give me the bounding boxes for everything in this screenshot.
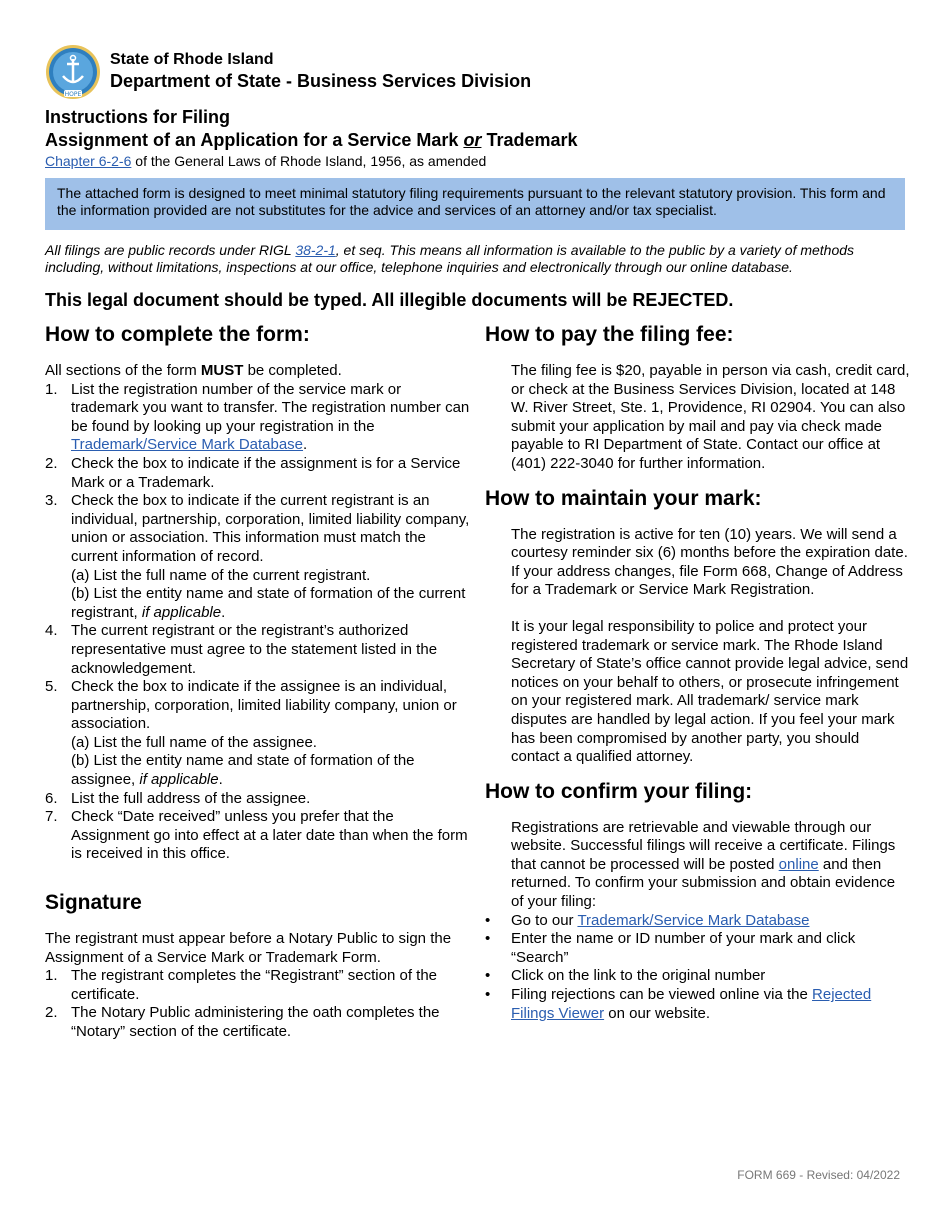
complete-steps: [45, 381, 470, 864]
fee-heading: How to pay the filing fee:: [485, 323, 734, 346]
list-item: • Go to our Trademark/Service Mark Database: [485, 911, 810, 929]
confirm-heading: How to confirm your filing:: [485, 779, 753, 803]
signature-heading: Signature: [45, 891, 142, 915]
signature-steps: [45, 967, 470, 1041]
maintain-paragraph-1: The registration is active for ten (10) years. We will send a courtesy reminder six (6) months before the expiration date. If your address changes, file Form 668, Change of Address for a Trademark or Service Mark Registration.: [511, 525, 908, 599]
svg-text:HOPE: HOPE: [64, 91, 82, 98]
state-name: State of Rhode Island: [110, 51, 274, 68]
public-records-notice: All filings are public records under RIGL 38-2-1, et seq. This means all information is available to the public by a variety of methods including, without limitations, inspections at our office, telephone inquiries and electronically through our online database.: [45, 242, 855, 275]
page-header: [45, 44, 905, 100]
disclaimer-notice: The attached form is designed to meet minimal statutory filing requirements pursuant to the relevant statutory provision. This form and the information provided are not substitutes for the advice and services of an attorney and/or tax specialist.: [45, 178, 905, 230]
department-name: Department of State - Business Services Division: [110, 71, 532, 91]
doc-title-line1: Instructions for Filing: [45, 107, 230, 127]
list-item: 2. Check the box to indicate if the assignment is for a Service Mark or a Trademark.: [45, 454, 461, 491]
list-item: 5. Check the box to indicate if the assignee is an individual, partnership, corporation, limited liability company, union or association. (a) List the full name of the assignee. (b) List the entity name and state of formation of the assignee, if applicable.: [45, 678, 457, 789]
doc-title-line2: Assignment of an Application for a Service Mark or Trademark: [45, 130, 578, 150]
left-column: [45, 322, 470, 1042]
typed-warning: This legal document should be typed. All illegible documents will be REJECTED.: [45, 290, 734, 310]
rigl-link[interactable]: 38-2-1: [295, 242, 336, 258]
list-item: 3. Check the box to indicate if the current registrant is an individual, partnership, corporation, limited liability company, union or association. This information must match the current information of record. (a) List the full name of the current registrant. (b) List the entity name and state of formation of the current registrant, if applicable.: [45, 492, 470, 621]
list-item: • Filing rejections can be viewed online via the Rejected Filings Viewer on our website.: [485, 986, 872, 1022]
list-item: 1. List the registration number of the service mark or trademark you want to transfer. The registration number can be found by looking up your registration in the Trademark/Service Mark Database.: [45, 380, 470, 454]
complete-heading: How to complete the form:: [45, 323, 310, 346]
online-link[interactable]: online: [778, 855, 819, 873]
list-item: 1. The registrant completes the “Registrant” section of the certificate.: [45, 967, 438, 1003]
form-footer: FORM 669 - Revised: 04/2022: [737, 1168, 900, 1182]
rejected-filings-viewer-link[interactable]: Rejected Filings Viewer: [511, 986, 872, 1022]
list-item: • Click on the link to the original number: [485, 967, 766, 985]
title-block: [45, 106, 905, 170]
list-item: • Enter the name or ID number of your mark and click “Search”: [485, 930, 856, 966]
chapter-reference: Chapter 6-2-6 of the General Laws of Rhode Island, 1956, as amended: [45, 153, 487, 169]
list-item: 7. Check “Date received” unless you prefer that the Assignment go into effect at a later date than when the form is received in this office.: [45, 808, 468, 863]
maintain-paragraph-2: It is your legal responsibility to police and protect your registered trademark or service mark. The Rhode Island Secretary of State’s office cannot provide legal advice, send notices on your behalf to others, or prosecute infringement on your registered mark. All trademark/ service mark disputes are handled by legal action. If you feel your mark has been compromised by another party, you should contact a qualified attorney.: [511, 617, 909, 766]
fee-text: The filing fee is $20, payable in person via cash, credit card, or check at the Business Services Division, located at 148 W. River Street, Ste. 1, Providence, RI 02904. You can also submit your application by mail and pay via check made payable to RI Department of State. Contact our office at (401) 222-3040 for further information.: [511, 362, 910, 472]
state-seal-icon: [45, 44, 101, 100]
signature-intro: The registrant must appear before a Notary Public to sign the Assignment of a Service Mark or Trademark Form.: [45, 930, 452, 966]
complete-intro: All sections of the form MUST be completed.: [45, 362, 342, 379]
confirm-paragraph: Registrations are retrievable and viewable through our website. Successful filings will receive a certificate. Filings that cannot be processed will be posted online and then returned. To confirm your submission and obtain evidence of your filing:: [511, 818, 896, 911]
list-item: 6. List the full address of the assignee.: [45, 789, 311, 807]
trademark-database-link[interactable]: Trademark/Service Mark Database: [71, 436, 304, 454]
chapter-link[interactable]: Chapter 6-2-6: [45, 153, 132, 169]
confirm-steps: [485, 912, 910, 1024]
trademark-database-link[interactable]: Trademark/Service Mark Database: [577, 911, 810, 929]
maintain-heading: How to maintain your mark:: [485, 486, 762, 510]
list-item: 4. The current registrant or the registrant’s authorized representative must agree to the statement listed in the acknowledgement.: [45, 622, 438, 677]
list-item: 2. The Notary Public administering the oath completes the “Notary” section of the certificate.: [45, 1004, 440, 1040]
right-column: [485, 322, 910, 1023]
